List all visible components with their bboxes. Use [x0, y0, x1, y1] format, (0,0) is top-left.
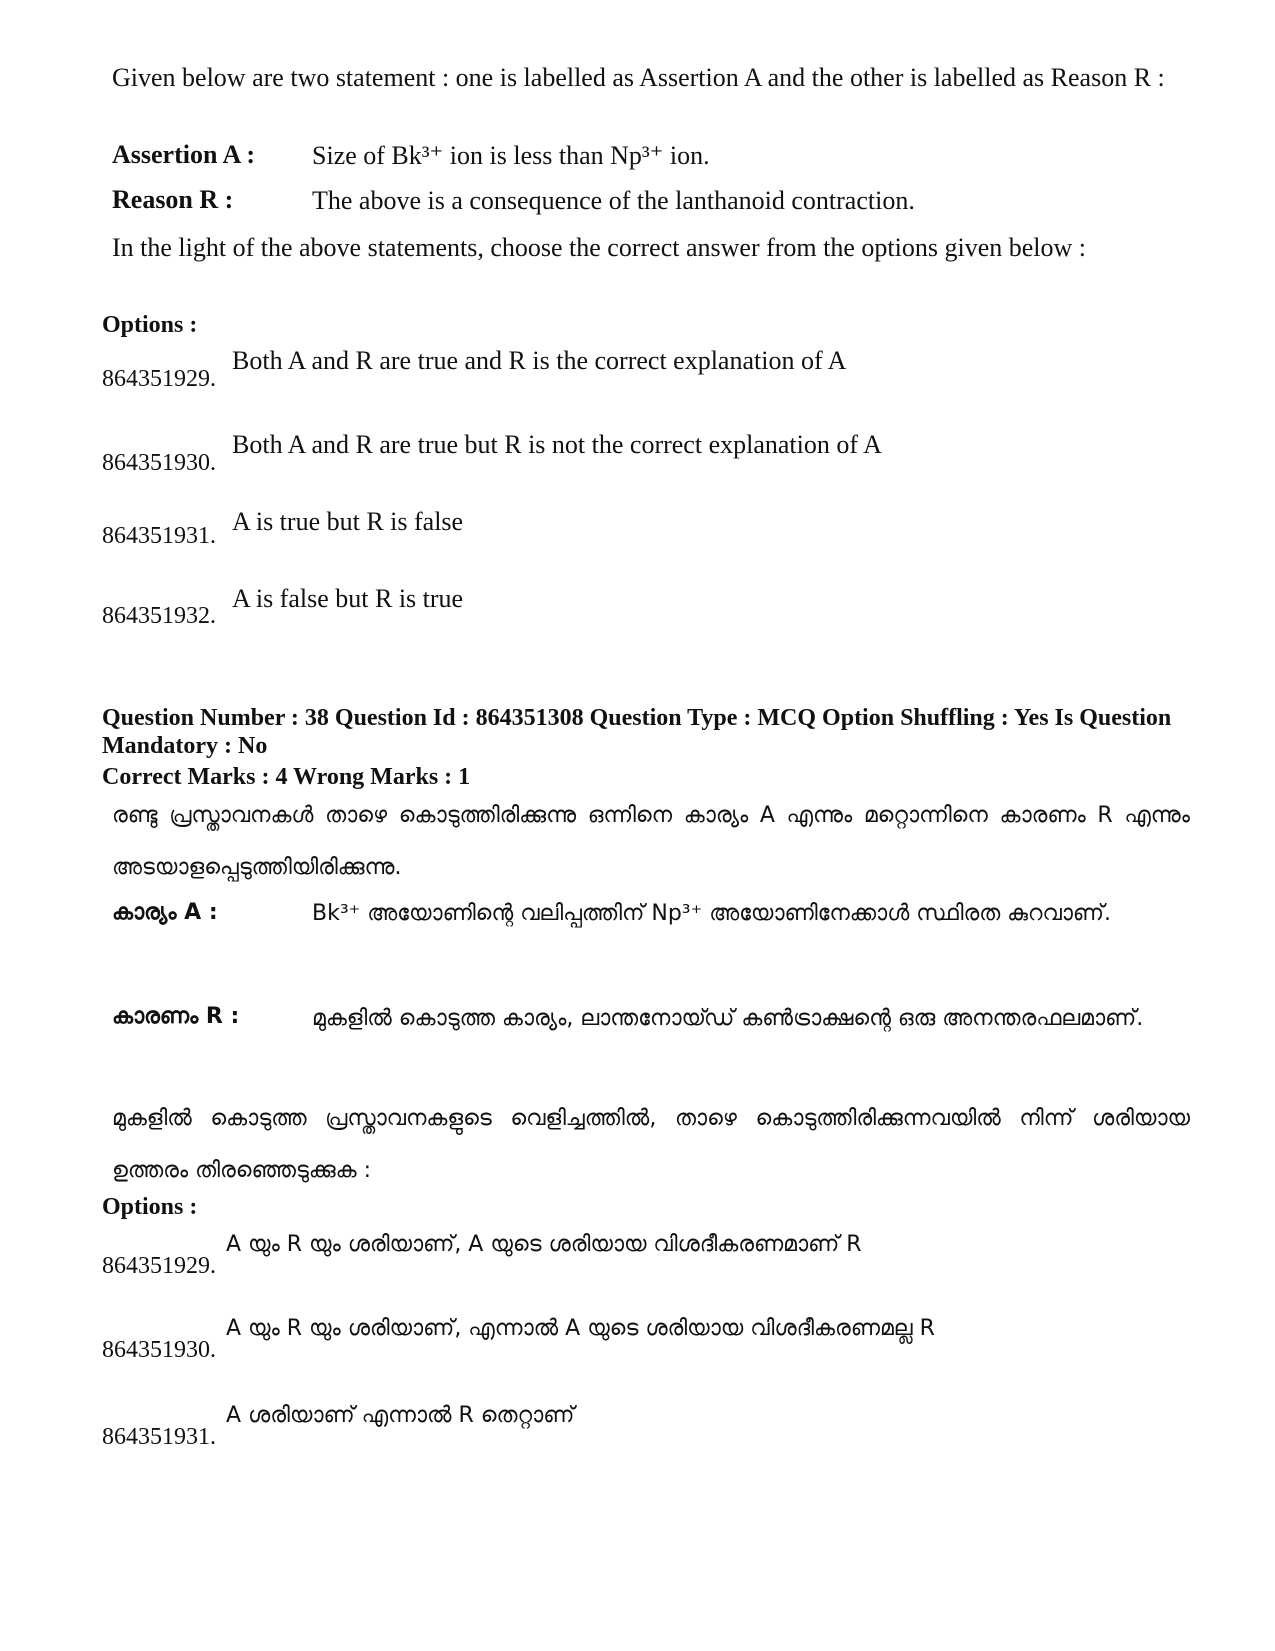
- q37-option-1-text[interactable]: Both A and R are true and R is the correct explanation of A: [232, 346, 847, 375]
- q38-reason-label: കാരണം R :: [112, 1004, 240, 1029]
- q38-assertion-text: Bk³⁺ അയോണിന്റെ വലിപ്പത്തിന് Np³⁺ അയോണിനേക്കാൾ സ്ഥിരത കുറവാണ്.: [312, 901, 1112, 926]
- q37-option-4-id: 864351932.: [102, 603, 216, 629]
- q38-marks: Correct Marks : 4 Wrong Marks : 1: [102, 764, 471, 790]
- q37-option-1-id: 864351929.: [102, 366, 216, 392]
- q37-reason-text: The above is a consequence of the lanthanoid contraction.: [312, 186, 915, 215]
- q38-intro: രണ്ടു പ്രസ്താവനകൾ താഴെ കൊടുത്തിരിക്കുന്നു ഒന്നിനെ കാര്യം A എന്നും മറ്റൊന്നിനെ കാരണം R എന്നും അടയാളപ്പെടുത്തിയിരിക്കുന്നു.: [112, 803, 1190, 880]
- q37-intro: Given below are two statement : one is labelled as Assertion A and the other is labelled as Reason R :: [112, 63, 1165, 92]
- q37-instruction: In the light of the above statements, choose the correct answer from the options given below :: [112, 233, 1086, 262]
- q38-option-3-id: 864351931.: [102, 1424, 216, 1450]
- q38-option-2-text[interactable]: A യും R യും ശരിയാണ്, എന്നാൽ A യുടെ ശരിയായ വിശദീകരണമല്ല R: [226, 1316, 935, 1341]
- q38-option-1-id: 864351929.: [102, 1253, 216, 1279]
- q37-option-3-id: 864351931.: [102, 523, 216, 549]
- q37-assertion-label: Assertion A :: [112, 140, 255, 169]
- q38-options-label: Options :: [102, 1194, 198, 1220]
- q38-option-3-text[interactable]: A ശരിയാണ് എന്നാൽ R തെറ്റാണ്: [226, 1403, 575, 1428]
- q38-reason-text: മുകളിൽ കൊടുത്ത കാര്യം, ലാന്തനോയ്ഡ് കൺട്രാക്ഷന്റെ ഒരു അനന്തരഫലമാണ്.: [312, 1006, 1144, 1031]
- q38-instruction: മുകളിൽ കൊടുത്ത പ്രസ്താവനകളുടെ വെളിച്ചത്തിൽ, താഴെ കൊടുത്തിരിക്കുന്നവയിൽ നിന്ന് ശരിയായ ഉത്തരം തിരഞ്ഞെടുക്കുക :: [112, 1106, 1190, 1183]
- q38-assertion-label: കാര്യം A :: [112, 900, 218, 925]
- q37-option-2-text[interactable]: Both A and R are true but R is not the correct explanation of A: [232, 430, 882, 459]
- q37-assertion-text: Size of Bk³⁺ ion is less than Np³⁺ ion.: [312, 141, 710, 170]
- q37-reason-label: Reason R :: [112, 185, 234, 214]
- q37-option-4-text[interactable]: A is false but R is true: [232, 584, 464, 613]
- q38-meta: Question Number : 38 Question Id : 864351308 Question Type : MCQ Option Shuffling : Yes Is Question Mandatory : No: [102, 705, 1172, 759]
- q37-option-2-id: 864351930.: [102, 450, 216, 476]
- q38-option-2-id: 864351930.: [102, 1337, 216, 1363]
- q37-option-3-text[interactable]: A is true but R is false: [232, 507, 464, 536]
- q38-option-1-text[interactable]: A യും R യും ശരിയാണ്, A യുടെ ശരിയായ വിശദീകരണമാണ് R: [226, 1232, 862, 1257]
- q37-options-label: Options :: [102, 312, 198, 338]
